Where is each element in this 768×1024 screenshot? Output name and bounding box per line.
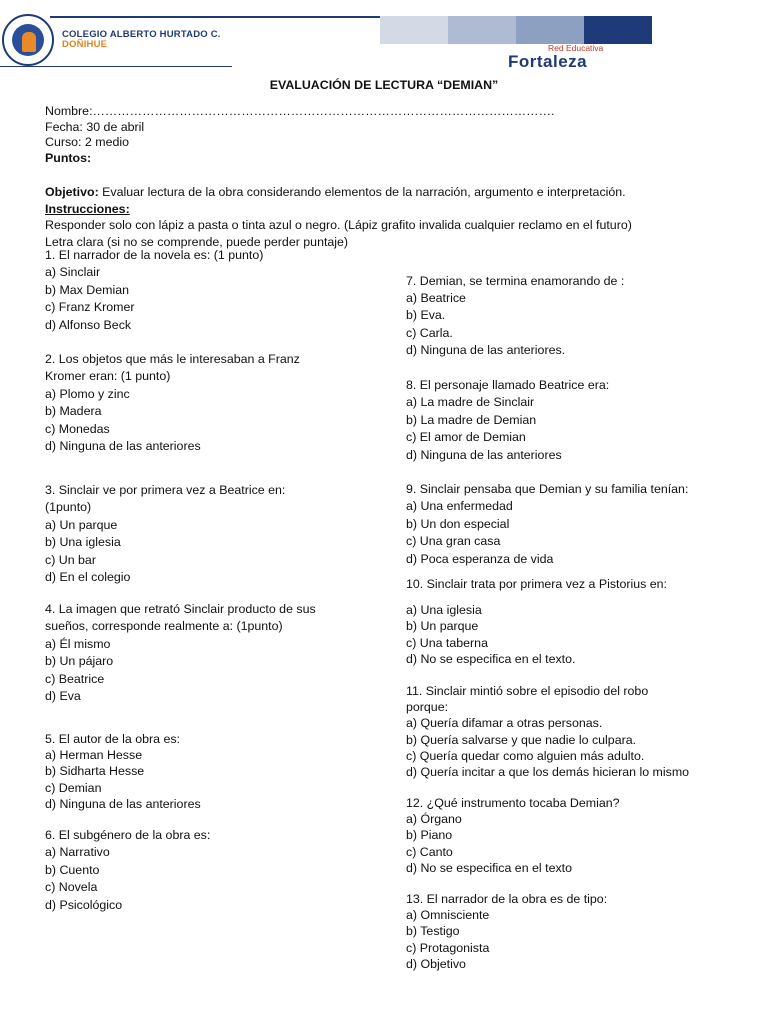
question-block	[45, 482, 285, 586]
school-name-block	[62, 30, 221, 50]
answer-option[interactable]: b) Max Demian	[45, 282, 130, 297]
answer-option[interactable]: c) Franz Kromer	[45, 300, 135, 315]
header-bottom-rule	[0, 66, 232, 67]
answer-option[interactable]: a) Omnisciente	[406, 908, 490, 923]
answer-option[interactable]: a) Un parque	[45, 517, 118, 532]
question-text: 9. Sinclair pensaba que Demian y su familia tenían:	[406, 482, 689, 496]
answer-option[interactable]: d) Ninguna de las anteriores	[406, 447, 562, 462]
answer-option[interactable]: b) Un pájaro	[45, 654, 114, 669]
answer-option[interactable]: a) Beatrice	[406, 291, 466, 306]
question-block	[45, 247, 263, 334]
answer-option[interactable]: b) Sidharta Hesse	[45, 764, 145, 779]
answer-option[interactable]: d) Ninguna de las anteriores	[45, 796, 201, 811]
question-text: 10. Sinclair trata por primera vez a Pistorius en:	[406, 577, 668, 591]
question-block	[45, 351, 300, 455]
answer-option[interactable]: c) Quería quedar como alguien más adulto.	[406, 748, 645, 763]
question-block	[45, 601, 316, 705]
answer-option[interactable]: b) Eva.	[406, 308, 446, 323]
objective-block	[45, 184, 755, 250]
answer-option[interactable]: a) Plomo y zinc	[45, 386, 130, 401]
question-block	[406, 795, 620, 876]
answer-option[interactable]: d) Poca esperanza de vida	[406, 551, 554, 566]
question-text: porque:	[406, 700, 449, 715]
answer-option[interactable]: c) Demian	[45, 780, 102, 795]
answer-option[interactable]: d) No se especifica en el texto	[406, 860, 572, 875]
page-title: EVALUACIÓN DE LECTURA “DEMIAN”	[269, 78, 499, 92]
question-block	[406, 481, 688, 568]
points-line: Puntos:	[45, 150, 92, 165]
answer-option[interactable]: a) Una enfermedad	[406, 499, 513, 514]
color-bar-4	[584, 16, 652, 44]
question-text: 6. El subgénero de la obra es:	[45, 828, 211, 842]
answer-option[interactable]: c) Una taberna	[406, 635, 488, 650]
color-bar-2	[448, 16, 516, 44]
question-text: 13. El narrador de la obra es de tipo:	[406, 892, 608, 906]
answer-option[interactable]: b) Quería salvarse y que nadie lo culpara.	[406, 732, 637, 747]
question-text: 1. El narrador de la novela es: (1 punto)	[45, 248, 264, 262]
answer-option[interactable]: d) Objetivo	[406, 956, 466, 971]
answer-option[interactable]: d) Eva	[45, 689, 81, 704]
objective-text: Evaluar lectura de la obra considerando elementos de la narración, argumento e interpretación.	[98, 185, 626, 199]
answer-option[interactable]: c) Monedas	[45, 421, 110, 436]
question-text: (1punto)	[45, 500, 92, 515]
answer-option[interactable]: b) Un don especial	[406, 516, 510, 531]
question-text: sueños, corresponde realmente a: (1punto)	[45, 619, 283, 634]
question-block	[45, 731, 201, 812]
answer-option[interactable]: d) Alfonso Beck	[45, 317, 132, 332]
answer-option[interactable]: b) Un parque	[406, 619, 479, 634]
question-text: 5. El autor de la obra es:	[45, 732, 181, 746]
network-label: Red Educativa	[548, 43, 604, 53]
name-field[interactable]: Nombre:………………………………………………………………………………………………….	[45, 104, 555, 118]
color-bar-3	[516, 16, 584, 44]
answer-option[interactable]: c) Beatrice	[45, 671, 105, 686]
date-line: Fecha: 30 de abril	[45, 119, 145, 134]
school-name: COLEGIO ALBERTO HURTADO C.	[62, 29, 221, 40]
logo-figure	[22, 32, 36, 52]
question-text: 7. Demian, se termina enamorando de :	[406, 274, 625, 288]
question-text: 11. Sinclair mintió sobre el episodio del robo	[406, 684, 649, 698]
instructions-label: Instrucciones:	[45, 201, 130, 216]
answer-option[interactable]: b) Testigo	[406, 924, 460, 939]
answer-option[interactable]: b) Cuento	[45, 862, 100, 877]
school-logo	[2, 14, 54, 66]
question-block	[406, 273, 624, 359]
answer-option[interactable]: d) Psicológico	[45, 897, 123, 912]
question-text: 8. El personaje llamado Beatrice era:	[406, 378, 610, 392]
answer-option[interactable]: b) Piano	[406, 828, 453, 843]
answer-option[interactable]: d) Quería incitar a que los demás hicieran lo mismo	[406, 765, 690, 780]
answer-option[interactable]: c) Una gran casa	[406, 534, 501, 549]
answer-option[interactable]: d) Ninguna de las anteriores.	[406, 342, 566, 357]
network-brand	[508, 44, 644, 71]
answer-option[interactable]: b) La madre de Demian	[406, 412, 537, 427]
question-text: 12. ¿Qué instrumento tocaba Demian?	[406, 796, 620, 810]
answer-option[interactable]: a) Una iglesia	[406, 603, 482, 618]
answer-option[interactable]: c) El amor de Demian	[406, 430, 526, 445]
question-text: 3. Sinclair ve por primera vez a Beatrice en:	[45, 483, 286, 497]
question-block	[406, 576, 667, 667]
answer-option[interactable]: d) No se especifica en el texto.	[406, 651, 576, 666]
answer-option[interactable]: a) Narrativo	[45, 845, 110, 860]
question-text: 2. Los objetos que más le interesaban a Franz	[45, 352, 300, 366]
answer-option[interactable]: a) La madre de Sinclair	[406, 395, 535, 410]
student-info	[45, 104, 554, 166]
answer-option[interactable]: a) Herman Hesse	[45, 748, 143, 763]
question-block	[406, 891, 607, 972]
instructions-line-2: Letra clara (si no se comprende, puede perder puntaje)	[45, 234, 349, 249]
answer-option[interactable]: b) Una iglesia	[45, 535, 121, 550]
color-bar-1	[380, 16, 448, 44]
question-block	[45, 827, 210, 914]
answer-option[interactable]: c) Carla.	[406, 325, 453, 340]
answer-option[interactable]: d) En el colegio	[45, 570, 131, 585]
question-text: 4. La imagen que retrató Sinclair producto de sus	[45, 602, 316, 616]
answer-option[interactable]: a) Órgano	[406, 812, 462, 827]
answer-option[interactable]: c) Protagonista	[406, 940, 490, 955]
answer-option[interactable]: c) Un bar	[45, 552, 96, 567]
answer-option[interactable]: d) Ninguna de las anteriores	[45, 439, 201, 454]
objective-line	[45, 184, 755, 201]
objective-label: Objetivo:	[45, 185, 99, 199]
answer-option[interactable]: a) Sinclair	[45, 265, 101, 280]
page-header	[0, 0, 768, 70]
question-block	[406, 377, 609, 464]
answer-option[interactable]: a) Él mismo	[45, 636, 111, 651]
question-block	[406, 683, 689, 780]
answer-option[interactable]: a) Quería difamar a otras personas.	[406, 716, 603, 731]
answer-option[interactable]: b) Madera	[45, 404, 102, 419]
school-city: DOÑIHUE	[62, 39, 108, 50]
instructions-line-1: Responder solo con lápiz a pasta o tinta azul o negro. (Lápiz grafito invalida cualquier reclamo en el futuro)	[45, 218, 632, 232]
course-line: Curso: 2 medio	[45, 135, 130, 149]
answer-option[interactable]: c) Novela	[45, 880, 98, 895]
question-text: Kromer eran: (1 punto)	[45, 369, 171, 384]
network-name: Fortaleza	[508, 52, 588, 71]
answer-option[interactable]: c) Canto	[406, 844, 453, 859]
